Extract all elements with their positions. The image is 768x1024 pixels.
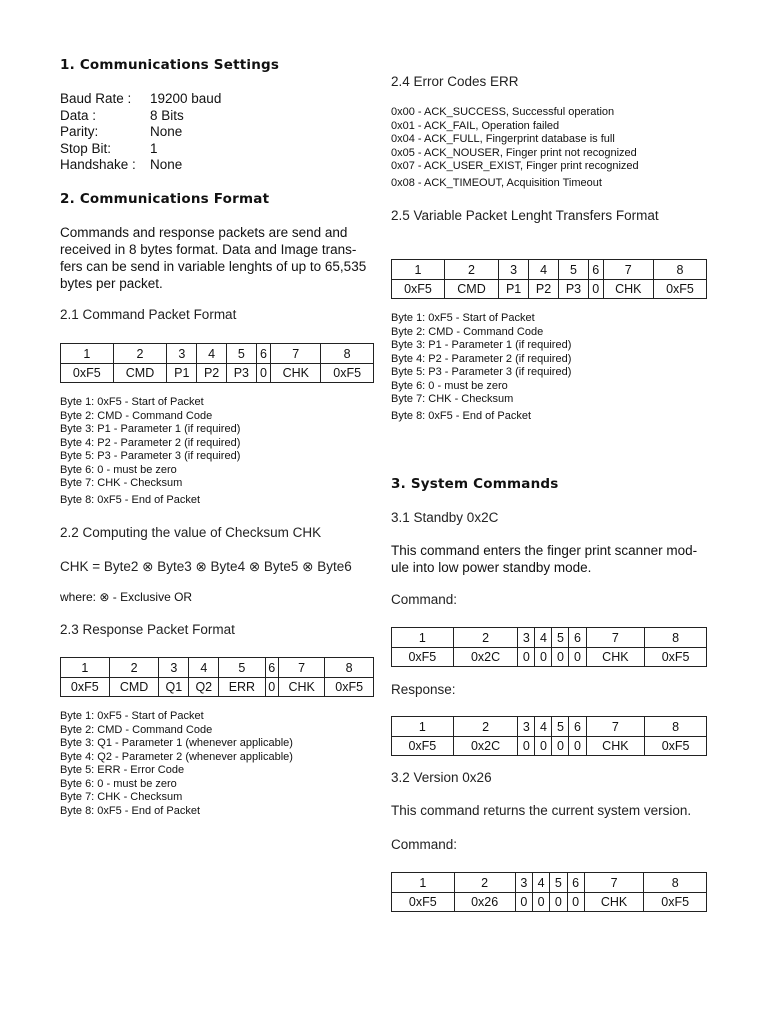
checksum-heading: 2.2 Computing the value of Checksum CHK xyxy=(60,525,322,540)
byte-description: Byte 3: Q1 - Parameter 1 (whenever applicable) xyxy=(60,737,293,749)
table-cell: 3 xyxy=(518,717,535,737)
table-cell: 1 xyxy=(392,260,445,280)
table-cell: 1 xyxy=(392,628,454,648)
table-cell: 0xF5 xyxy=(321,364,374,383)
table-cell: P3 xyxy=(226,364,256,383)
table-cell: 0 xyxy=(532,893,549,912)
command-packet-table xyxy=(60,343,374,383)
byte-description: Byte 4: Q2 - Parameter 2 (whenever applicable) xyxy=(60,750,293,763)
error-code-item: 0x01 - ACK_FAIL, Operation failed xyxy=(391,119,560,132)
byte-description: Byte 5: P3 - Parameter 3 (if required) xyxy=(391,366,572,378)
table-cell: 0 xyxy=(569,648,586,667)
table-cell: 0 xyxy=(550,893,567,912)
table-row xyxy=(392,280,707,299)
response-packet-format-heading: 2.3 Response Packet Format xyxy=(60,622,235,637)
table-cell: 0 xyxy=(588,280,603,299)
byte-description: Byte 8: 0xF5 - End of Packet xyxy=(391,409,532,422)
command-byte-descriptions xyxy=(60,396,240,507)
table-cell: 6 xyxy=(256,344,271,364)
table-cell: 0xF5 xyxy=(645,737,707,756)
error-code-item: 0x04 - ACK_FULL, Fingerprint database is full xyxy=(391,133,615,145)
table-cell: 6 xyxy=(569,628,586,648)
table-cell: 8 xyxy=(645,717,707,737)
table-cell: 0xF5 xyxy=(392,737,454,756)
table-cell: 4 xyxy=(197,344,227,364)
byte-description: Byte 6: 0 - must be zero xyxy=(391,379,508,392)
table-cell: P3 xyxy=(559,280,589,299)
version-command-label: Command: xyxy=(391,837,458,852)
command-packet-format-heading: 2.1 Command Packet Format xyxy=(60,307,237,322)
table-cell: 2 xyxy=(113,344,167,364)
section-1-heading: 1. Communications Settings xyxy=(60,57,280,73)
setting-key: Stop Bit: xyxy=(60,140,112,156)
byte-description: Byte 6: 0 - must be zero xyxy=(60,463,177,476)
table-cell: CHK xyxy=(586,737,645,756)
table-cell: 8 xyxy=(645,628,707,648)
table-cell: 7 xyxy=(271,344,321,364)
error-code-item: 0x00 - ACK_SUCCESS, Successful operation xyxy=(391,106,615,118)
byte-description: Byte 7: CHK - Checksum xyxy=(60,791,183,803)
table-cell: 0xF5 xyxy=(61,364,114,383)
table-cell: 2 xyxy=(109,658,159,678)
table-cell: 3 xyxy=(499,260,529,280)
table-cell: 6 xyxy=(265,658,278,678)
table-cell: 0 xyxy=(256,364,271,383)
version-description: This command returns the current system version. xyxy=(391,803,692,818)
table-cell: 5 xyxy=(552,628,569,648)
error-code-item: 0x08 - ACK_TIMEOUT, Acquisition Timeout xyxy=(391,176,602,189)
error-code-item: 0x07 - ACK_USER_EXIST, Finger print recognized xyxy=(391,160,639,172)
table-cell: 0 xyxy=(569,737,586,756)
setting-value: 8 Bits xyxy=(150,107,184,123)
table-cell: 6 xyxy=(567,873,584,893)
table-cell: P1 xyxy=(499,280,529,299)
section-3-heading: 3. System Commands xyxy=(391,476,559,492)
setting-key: Handshake : xyxy=(60,157,136,172)
byte-description: Byte 7: CHK - Checksum xyxy=(391,393,514,405)
table-cell: CHK xyxy=(584,893,644,912)
checksum-formula: CHK = Byte2 ⊗ Byte3 ⊗ Byte4 ⊗ Byte5 ⊗ Byte6 xyxy=(60,559,352,574)
table-cell: CMD xyxy=(113,364,167,383)
table-row xyxy=(61,678,374,697)
table-cell: 0xF5 xyxy=(653,280,706,299)
table-cell: 1 xyxy=(61,344,114,364)
paragraph-line: received in 8 bytes format. Data and Image trans- xyxy=(60,242,357,257)
byte-description: Byte 8: 0xF5 - End of Packet xyxy=(60,493,201,506)
table-cell: Q2 xyxy=(189,678,219,697)
table-cell: 0x26 xyxy=(454,893,515,912)
table-cell: 5 xyxy=(550,873,567,893)
table-header-row xyxy=(392,628,707,648)
table-cell: CHK xyxy=(271,364,321,383)
table-cell: 0 xyxy=(515,893,532,912)
table-cell: 8 xyxy=(653,260,706,280)
byte-description: Byte 2: CMD - Command Code xyxy=(391,325,544,338)
table-cell: 3 xyxy=(515,873,532,893)
table-cell: 1 xyxy=(392,873,455,893)
byte-description: Byte 7: CHK - Checksum xyxy=(60,477,183,489)
table-cell: 7 xyxy=(603,260,653,280)
table-cell: 5 xyxy=(226,344,256,364)
byte-description: Byte 2: CMD - Command Code xyxy=(60,723,213,736)
table-cell: Q1 xyxy=(159,678,189,697)
setting-row xyxy=(60,141,221,158)
error-code-item: 0x05 - ACK_NOUSER, Finger print not recognized xyxy=(391,146,637,159)
table-row xyxy=(392,893,707,912)
table-cell: 0 xyxy=(567,893,584,912)
standby-command-label: Command: xyxy=(391,592,458,607)
paragraph-line: bytes per packet. xyxy=(60,276,163,291)
table-cell: CHK xyxy=(603,280,653,299)
standby-response-table xyxy=(391,716,707,756)
table-row xyxy=(392,737,707,756)
setting-key: Data : xyxy=(60,107,97,123)
table-cell: 7 xyxy=(586,628,645,648)
table-cell: 6 xyxy=(588,260,603,280)
table-cell: 4 xyxy=(189,658,219,678)
section-2-heading: 2. Communications Format xyxy=(60,191,270,207)
table-cell: 2 xyxy=(454,873,515,893)
table-cell: 4 xyxy=(535,717,552,737)
table-cell: 8 xyxy=(644,873,707,893)
byte-description: Byte 5: P3 - Parameter 3 (if required) xyxy=(60,450,241,462)
table-cell: 7 xyxy=(584,873,644,893)
table-cell: ERR xyxy=(219,678,265,697)
variable-packet-heading: 2.5 Variable Packet Lenght Transfers Format xyxy=(391,208,659,223)
setting-row xyxy=(60,124,221,141)
standby-command-table xyxy=(391,627,707,667)
table-header-row xyxy=(61,344,374,364)
table-cell: 2 xyxy=(453,717,518,737)
paragraph-line: Commands and response packets are send and xyxy=(60,225,348,240)
standby-description xyxy=(391,542,697,576)
byte-description: Byte 1: 0xF5 - Start of Packet xyxy=(60,396,204,408)
table-cell: 0xF5 xyxy=(61,678,110,697)
communication-settings-list xyxy=(60,91,221,174)
xor-legend: where: ⊗ - Exclusive OR xyxy=(60,590,193,604)
table-cell: 6 xyxy=(569,717,586,737)
table-header-row xyxy=(392,260,707,280)
table-cell: 0 xyxy=(535,648,552,667)
byte-description: Byte 6: 0 - must be zero xyxy=(60,777,177,790)
table-cell: 5 xyxy=(552,717,569,737)
setting-key: Baud Rate : xyxy=(60,91,132,106)
setting-row xyxy=(60,91,221,108)
setting-value: 1 xyxy=(150,140,158,156)
table-cell: 3 xyxy=(518,628,535,648)
paragraph-line: fers can be send in variable lenghts of up to 65,535 xyxy=(60,259,367,274)
table-cell: 7 xyxy=(278,658,324,678)
table-cell: 1 xyxy=(61,658,110,678)
response-packet-table xyxy=(60,657,374,697)
table-header-row xyxy=(392,717,707,737)
table-cell: 0 xyxy=(265,678,278,697)
version-command-table xyxy=(391,872,707,912)
byte-description: Byte 5: ERR - Error Code xyxy=(60,764,185,776)
setting-key: Parity: xyxy=(60,124,99,139)
variable-byte-descriptions xyxy=(391,312,571,423)
table-cell: 0xF5 xyxy=(325,678,374,697)
table-cell: 0 xyxy=(518,648,535,667)
byte-description: Byte 1: 0xF5 - Start of Packet xyxy=(60,710,204,722)
table-cell: P1 xyxy=(167,364,197,383)
byte-description: Byte 2: CMD - Command Code xyxy=(60,409,213,422)
setting-value: None xyxy=(150,157,183,172)
byte-description: Byte 4: P2 - Parameter 2 (if required) xyxy=(391,352,572,365)
error-codes-list xyxy=(391,106,639,190)
table-cell: 2 xyxy=(453,628,518,648)
table-cell: 0 xyxy=(518,737,535,756)
table-cell: 0x2C xyxy=(453,737,518,756)
setting-value: None xyxy=(150,124,183,139)
table-row xyxy=(392,648,707,667)
table-cell: CHK xyxy=(586,648,645,667)
version-heading: 3.2 Version 0x26 xyxy=(391,770,492,785)
error-codes-heading: 2.4 Error Codes ERR xyxy=(391,74,519,89)
table-cell: 4 xyxy=(535,628,552,648)
table-header-row xyxy=(61,658,374,678)
table-cell: 3 xyxy=(159,658,189,678)
table-cell: 0xF5 xyxy=(392,280,445,299)
byte-description: Byte 3: P1 - Parameter 1 (if required) xyxy=(60,423,241,435)
setting-row xyxy=(60,108,221,125)
table-cell: 0 xyxy=(552,648,569,667)
table-cell: P2 xyxy=(529,280,559,299)
table-header-row xyxy=(392,873,707,893)
table-cell: P2 xyxy=(197,364,227,383)
standby-heading: 3.1 Standby 0x2C xyxy=(391,510,499,525)
table-cell: 0xF5 xyxy=(645,648,707,667)
table-cell: 1 xyxy=(392,717,454,737)
table-row xyxy=(61,364,374,383)
table-cell: 2 xyxy=(444,260,498,280)
table-cell: CMD xyxy=(444,280,498,299)
byte-description: Byte 3: P1 - Parameter 1 (if required) xyxy=(391,339,572,351)
table-cell: 8 xyxy=(321,344,374,364)
table-cell: 4 xyxy=(532,873,549,893)
table-cell: 0x2C xyxy=(453,648,518,667)
response-byte-descriptions xyxy=(60,710,293,818)
table-cell: 5 xyxy=(559,260,589,280)
table-cell: CHK xyxy=(278,678,324,697)
byte-description: Byte 4: P2 - Parameter 2 (if required) xyxy=(60,436,241,449)
table-cell: CMD xyxy=(109,678,159,697)
byte-description: Byte 1: 0xF5 - Start of Packet xyxy=(391,312,535,324)
byte-description: Byte 8: 0xF5 - End of Packet xyxy=(60,804,201,817)
standby-response-label: Response: xyxy=(391,682,456,697)
variable-packet-table xyxy=(391,259,707,299)
table-cell: 3 xyxy=(167,344,197,364)
table-cell: 0 xyxy=(552,737,569,756)
table-cell: 0xF5 xyxy=(392,648,454,667)
format-intro-paragraph xyxy=(60,224,366,292)
setting-value: 19200 baud xyxy=(150,91,222,106)
table-cell: 0xF5 xyxy=(644,893,707,912)
setting-row xyxy=(60,157,221,174)
paragraph-line: ule into low power standby mode. xyxy=(391,560,592,575)
table-cell: 5 xyxy=(219,658,265,678)
table-cell: 0 xyxy=(535,737,552,756)
paragraph-line: This command enters the finger print scanner mod- xyxy=(391,543,698,558)
table-cell: 0xF5 xyxy=(392,893,455,912)
table-cell: 4 xyxy=(529,260,559,280)
table-cell: 8 xyxy=(325,658,374,678)
table-cell: 7 xyxy=(586,717,645,737)
